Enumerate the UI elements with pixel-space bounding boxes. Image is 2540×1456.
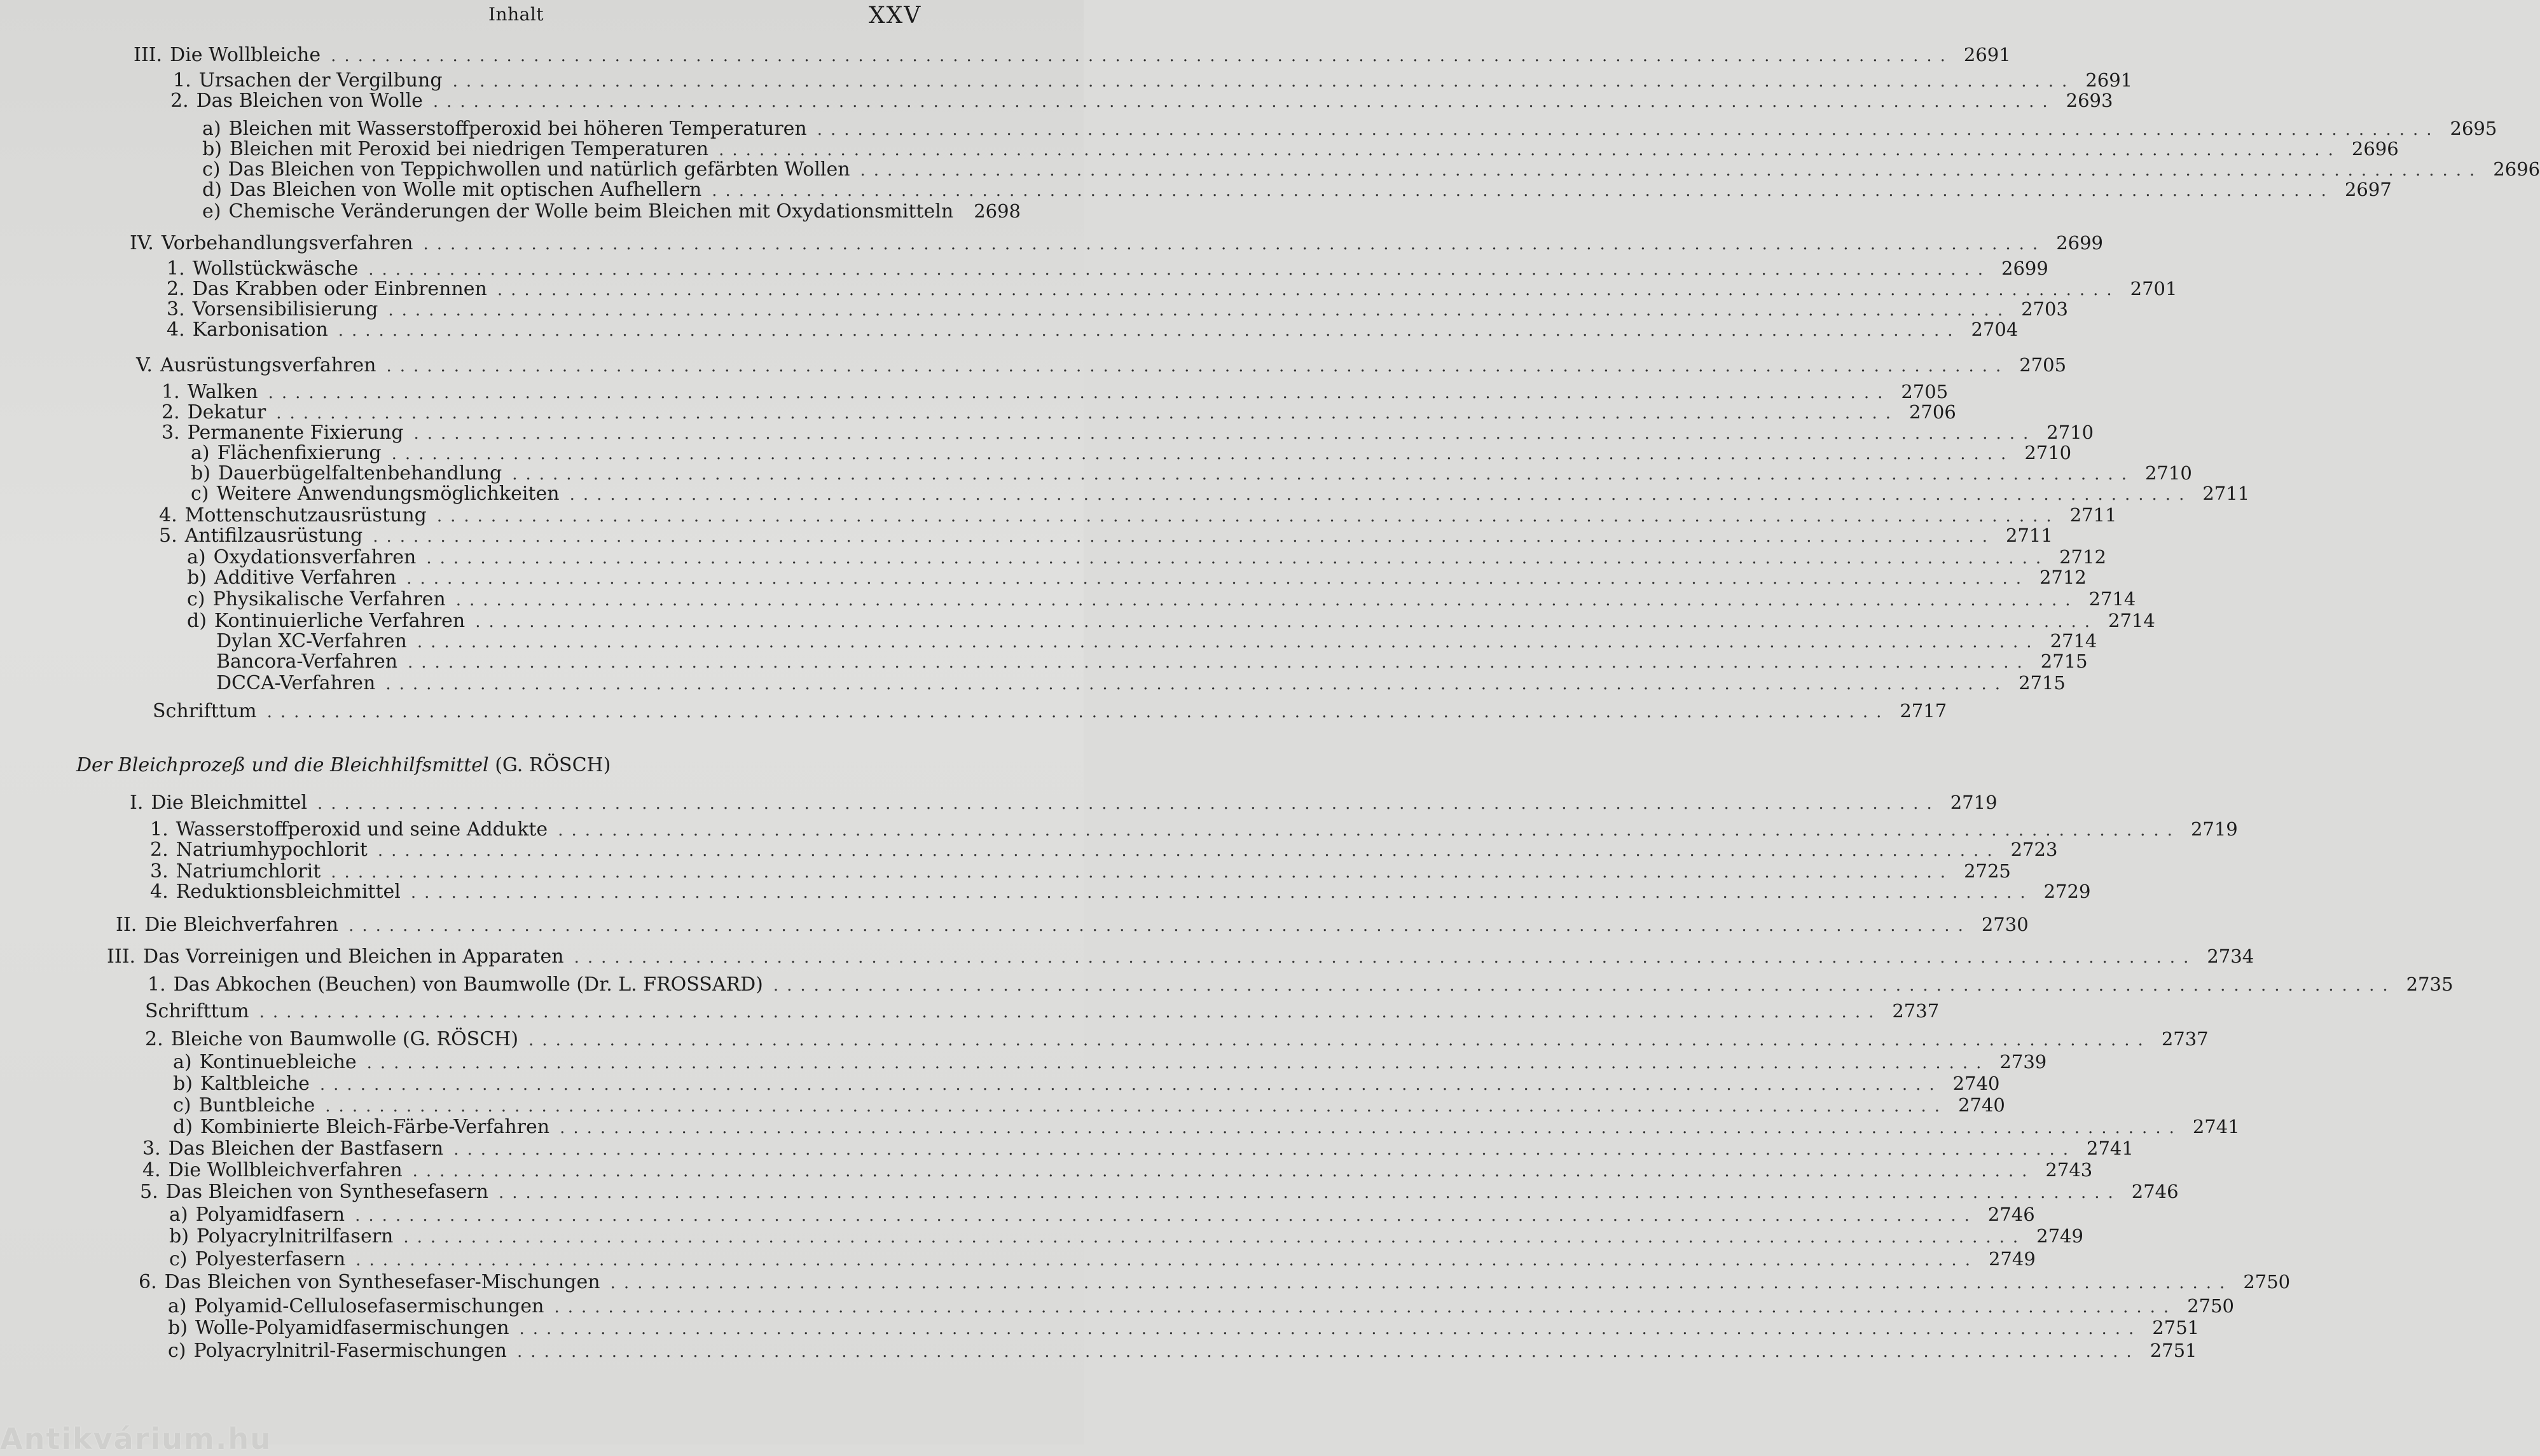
toc-entry-number: c) (191, 483, 209, 505)
toc-entry-title: Schrifttum (145, 1000, 249, 1022)
toc-entry-number: e) (202, 200, 221, 223)
toc-entry-title: Kontinuebleiche (199, 1051, 357, 1073)
toc-entry-number: 3. (150, 860, 169, 883)
dot-leader: ........................................................................................................................ (388, 301, 2012, 320)
toc-entry-title: Mottenschutzausrüstung (184, 504, 427, 526)
dot-leader: ........................................................................................................................ (519, 1319, 2143, 1338)
dot-leader: ........................................................................................................................ (499, 1183, 2122, 1202)
toc-entry (0, 318, 2019, 342)
dot-leader: ........................................................................................................................ (426, 549, 2050, 568)
toc-entry-title: Walken (187, 381, 258, 403)
toc-entry (0, 1339, 2197, 1363)
dot-leader: ........................................................................................................................ (413, 424, 2037, 443)
toc-entry-page: 2710 (2144, 462, 2192, 484)
toc-entry-number: 1. (173, 69, 191, 92)
toc-entry-title: Flächenfixierung (217, 442, 382, 464)
toc-entry-page: 2710 (2024, 442, 2072, 464)
dot-leader: ........................................................................................................................ (436, 507, 2060, 526)
dot-leader: ........................................................................................................................ (719, 141, 2342, 160)
toc-entry-page: 2699 (2056, 232, 2104, 254)
dot-leader: ........................................................................................................................ (338, 321, 1961, 340)
chapter-title: Der Bleichprozeß und die Bleichhilfsmittel (76, 754, 489, 776)
dot-leader: ........................................................................................................................ (368, 260, 1992, 279)
dot-leader: ........................................................................................................................ (432, 92, 2056, 111)
toc-entry (0, 1270, 2291, 1295)
toc-entry-number: 2. (145, 1028, 163, 1050)
toc-entry (0, 1180, 2179, 1204)
toc-entry-title: Polyacrylnitrilfasern (196, 1225, 394, 1247)
toc-entry-number: a) (173, 1051, 192, 1073)
dot-leader: ........................................................................................................................ (268, 383, 1891, 402)
toc-entry-number: c) (187, 588, 205, 610)
toc-entry-number: c) (173, 1094, 191, 1116)
toc-entry-title: Bleichen mit Wasserstoffperoxid bei höheren Temperaturen (228, 118, 807, 140)
dot-leader: ........................................................................................................................ (560, 1118, 2183, 1137)
toc-entry-title: Die Bleichmittel (151, 792, 307, 814)
toc-entry-title: Die Bleichverfahren (144, 914, 339, 936)
dot-leader: ........................................................................................................................ (773, 976, 2396, 995)
dot-leader: ........................................................................................................................ (569, 485, 2193, 504)
toc-entry-number: 2. (167, 278, 185, 300)
toc-entry-page: 2751 (2152, 1317, 2200, 1338)
toc-entry-title: Physikalische Verfahren (212, 588, 446, 610)
toc-entry-page: 2719 (2190, 818, 2238, 840)
toc-entry-page: 2699 (2001, 258, 2048, 279)
toc-entry-title: Vorbehandlungsverfahren (161, 232, 413, 254)
toc-entry-page: 2714 (2108, 610, 2155, 631)
toc-entry (0, 43, 2011, 67)
toc-entry-title: Polyamidfasern (195, 1204, 345, 1226)
toc-entry-number: a) (191, 442, 210, 464)
toc-entry-page: 2740 (1952, 1073, 2000, 1094)
toc-entry-number: 5. (159, 525, 177, 547)
toc-entry-page: 2703 (2021, 298, 2068, 320)
toc-entry-number: b) (202, 138, 222, 160)
toc-entry-number: 2. (162, 401, 180, 423)
dot-leader: ........................................................................................................................ (817, 120, 2440, 139)
chapter-heading (76, 754, 611, 777)
toc-entry-title: Bleiche von Baumwolle (G. RÖSCH) (170, 1028, 519, 1050)
dot-leader: ........................................................................................................................ (712, 181, 2335, 200)
dot-leader: ........................................................................................................................ (331, 863, 1954, 882)
toc-entry-title: Polyacrylnitril-Fasermischungen (193, 1340, 507, 1362)
toc-entry-page: 2750 (2243, 1271, 2291, 1293)
toc-entry-title: Polyamid-Cellulosefasermischungen (194, 1295, 544, 1317)
watermark-logo: Antikvárium.hu (0, 1422, 272, 1456)
dot-leader: ........................................................................................................................ (373, 527, 1996, 546)
toc-entry-page: 2749 (2036, 1225, 2083, 1247)
toc-entry-title: Die Wollbleiche (170, 44, 321, 66)
toc-entry-page: 2746 (1987, 1204, 2035, 1225)
running-head: Inhalt (488, 4, 544, 25)
dot-leader: ........................................................................................................................ (558, 821, 2181, 840)
dot-leader: ........................................................................................................................ (325, 1097, 1949, 1116)
toc-entry-number: a) (187, 546, 206, 568)
dot-leader: ........................................................................................................................ (554, 1298, 2178, 1317)
dot-leader: ........................................................................................................................ (860, 161, 2483, 180)
dot-leader: ........................................................................................................................ (355, 1206, 1978, 1225)
toc-entry-page: 2712 (2059, 546, 2106, 568)
toc-entry-number: b) (169, 1225, 189, 1247)
toc-entry-page: 2741 (2192, 1116, 2240, 1137)
toc-entry-page: 2741 (2087, 1137, 2134, 1159)
toc-entry-page: 2695 (2450, 118, 2497, 139)
dot-leader: ........................................................................................................................ (377, 841, 2001, 860)
dot-leader: ........................................................................................................................ (355, 1251, 1978, 1270)
dot-leader: ........................................................................................................................ (610, 1274, 2233, 1293)
toc-entry (0, 1072, 2000, 1096)
toc-entry-title: Bancora-Verfahren (216, 650, 398, 673)
toc-entry-number: a) (168, 1295, 187, 1317)
toc-entry (0, 587, 2136, 612)
toc-entry (0, 1050, 2047, 1075)
dot-leader: ........................................................................................................................ (317, 794, 1940, 813)
toc-entry-number: d) (187, 610, 207, 632)
toc-entry-title: DCCA-Verfahren (216, 672, 376, 694)
toc-entry (0, 1027, 2209, 1052)
toc-entry-page: 2751 (2150, 1340, 2197, 1361)
toc-entry-page: 2715 (2040, 650, 2088, 672)
toc-entry-number: IV. (130, 232, 154, 254)
toc-entry-number: 1. (162, 381, 180, 403)
toc-entry (0, 699, 1947, 724)
toc-entry-title: Natriumhypochlorit (176, 839, 368, 861)
toc-entry-title: Das Bleichen von Synthesefaser-Mischungen (164, 1271, 600, 1293)
toc-entry-page: 2691 (1963, 44, 2011, 65)
toc-entry-title: Kontinuierliche Verfahren (214, 610, 466, 632)
dot-leader: ........................................................................................................................ (349, 916, 1971, 935)
toc-entry-title: Reduktionsbleichmittel (176, 881, 401, 903)
toc-entry-title: Schrifttum (153, 700, 257, 722)
toc-entry-number: 1. (148, 973, 166, 996)
toc-entry-number: a) (169, 1204, 188, 1226)
toc-entry-number: II. (116, 914, 137, 936)
toc-entry-title: Bleichen mit Peroxid bei niedrigen Temperaturen (229, 138, 709, 160)
toc-entry (0, 671, 2066, 696)
toc-entry-number: V. (136, 354, 153, 376)
toc-entry-number: 5. (140, 1181, 158, 1203)
toc-entry-title: Permanente Fixierung (187, 422, 404, 444)
toc-entry-page: 2749 (1988, 1248, 2036, 1270)
dot-leader: ........................................................................................................................ (410, 883, 2034, 902)
dot-leader: ........................................................................................................................ (385, 675, 2009, 694)
toc-entry-number: b) (187, 567, 207, 589)
dot-leader: ........................................................................................................................ (423, 235, 2046, 254)
toc-entry-number: d) (202, 179, 222, 201)
toc-entry-number: I. (130, 792, 144, 814)
toc-entry-page: 2704 (1971, 319, 2019, 340)
toc-entry-page: 2730 (1981, 914, 2029, 935)
toc-entry-title: Das Vorreinigen und Bleichen in Apparaten (143, 945, 564, 968)
toc-entry-page: 2698 (974, 200, 1021, 222)
toc-entry-title: Kombinierte Bleich-Färbe-Verfahren (200, 1116, 550, 1138)
toc-entry-title: Chemische Veränderungen der Wolle beim Bleichen mit Oxydationsmitteln (228, 200, 954, 223)
toc-entry-number: b) (168, 1317, 188, 1339)
toc-entry-number: 2. (150, 839, 169, 861)
toc-entry (0, 1295, 2235, 1319)
toc-entry-number: 4. (150, 881, 169, 903)
toc-entry-title: Karbonisation (192, 319, 328, 341)
toc-entry-page: 2714 (2088, 588, 2136, 610)
dot-leader: ........................................................................................................................ (276, 404, 1899, 423)
toc-entry-page: 2729 (2043, 881, 2091, 902)
toc-entry-page: 2696 (2493, 158, 2540, 180)
dot-leader: ........................................................................................................................ (497, 280, 2120, 299)
toc-entry-page: 2735 (2406, 973, 2454, 995)
toc-entry (0, 791, 1998, 815)
toc-entry-page: 2750 (2187, 1295, 2235, 1317)
toc-entry-number: b) (191, 462, 211, 484)
toc-entry-title: Dylan XC-Verfahren (216, 630, 407, 652)
dot-leader: ........................................................................................................................ (417, 633, 2040, 652)
toc-entry-number: d) (173, 1116, 193, 1138)
toc-entry-title: Das Bleichen der Bastfasern (168, 1137, 444, 1160)
dot-leader: ........................................................................................................................ (455, 591, 2079, 610)
toc-entry (0, 1158, 2093, 1183)
toc-entry-title: Antifilzausrüstung (184, 525, 363, 547)
toc-entry-title: Das Bleichen von Wolle mit optischen Aufhellern (229, 179, 702, 201)
toc-entry-number: 1. (167, 258, 185, 280)
toc-entry-title: Polyesterfasern (195, 1248, 346, 1270)
toc-entry (0, 178, 2392, 202)
toc-entry-number: 4. (159, 504, 177, 526)
toc-entry (0, 1115, 2240, 1139)
toc-entry-page: 2723 (2010, 839, 2058, 860)
toc-entry-number: a) (202, 118, 221, 140)
toc-entry (0, 973, 2454, 997)
toc-entry-number: 1. (150, 818, 169, 841)
toc-entry-number: 4. (142, 1159, 161, 1181)
toc-entry-page: 2710 (2046, 422, 2094, 443)
toc-entry-page: 2737 (1892, 1000, 1940, 1022)
toc-entry-page: 2696 (2351, 138, 2399, 160)
toc-entry-number: III. (107, 945, 136, 968)
toc-entry-page: 2746 (2131, 1181, 2179, 1202)
toc-entry-title: Das Abkochen (Beuchen) von Baumwolle (Dr. L. FROSSARD) (173, 973, 763, 996)
chapter-author: (G. RÖSCH) (495, 754, 611, 776)
toc-entry (0, 482, 2250, 506)
toc-entry-title: Wasserstoffperoxid und seine Addukte (176, 818, 548, 841)
toc-entry-page: 2705 (1901, 381, 1949, 402)
toc-entry-page: 2705 (2019, 354, 2067, 376)
toc-entry (0, 200, 1021, 224)
toc-entry (0, 945, 2254, 969)
dot-leader: ........................................................................................................................ (453, 1140, 2077, 1159)
toc-entry-page: 2697 (2344, 179, 2392, 200)
toc-entry-title: Weitere Anwendungsmöglichkeiten (216, 483, 560, 505)
dot-leader: ........................................................................................................................ (391, 444, 2015, 464)
toc-entry-page: 2737 (2161, 1028, 2209, 1050)
toc-entry (0, 89, 2113, 113)
toc-entry-title: Vorsensibilisierung (192, 298, 378, 320)
toc-entry-title: Ursachen der Vergilbung (198, 69, 443, 92)
toc-entry-title: Das Krabben oder Einbrennen (192, 278, 487, 300)
toc-entry (0, 1137, 2134, 1161)
toc-entry-page: 2725 (1964, 860, 2011, 882)
toc-entry-number: 6. (139, 1271, 157, 1293)
toc-entry-page: 2691 (2085, 69, 2133, 91)
toc-entry-number: c) (202, 158, 221, 181)
toc-entry-title: Additive Verfahren (214, 567, 397, 589)
toc-entry-page: 2711 (2069, 504, 2117, 526)
toc-entry-title: Buntbleiche (198, 1094, 315, 1116)
toc-entry-page: 2701 (2130, 278, 2178, 299)
toc-entry (0, 838, 2058, 862)
toc-entry-number: 2. (170, 90, 189, 112)
toc-entry (0, 1316, 2200, 1340)
toc-entry (0, 231, 2104, 256)
dot-leader: ........................................................................................................................ (412, 1162, 2036, 1181)
dot-leader: ........................................................................................................................ (406, 569, 2029, 588)
toc-entry-title: Wollstückwäsche (192, 258, 359, 280)
dot-leader: ........................................................................................................................ (319, 1075, 1943, 1094)
toc-entry (0, 354, 2067, 378)
toc-entry-title: Dauerbügelfaltenbehandlung (217, 462, 502, 484)
dot-leader: ........................................................................................................................ (574, 948, 2197, 967)
toc-entry-number: III. (134, 44, 163, 66)
toc-entry-title: Natriumchlorit (176, 860, 321, 883)
toc-entry-page: 2717 (1900, 700, 1947, 722)
toc-entry-page: 2714 (2050, 630, 2097, 652)
toc-entry-page: 2693 (2066, 90, 2113, 111)
toc-entry (0, 1094, 2005, 1118)
toc-entry-number: 3. (142, 1137, 161, 1160)
dot-leader: ........................................................................................................................ (331, 46, 1954, 65)
toc-entry-title: Wolle-Polyamidfasermischungen (195, 1317, 509, 1339)
toc-entry-number: c) (168, 1340, 186, 1362)
toc-entry-title: Das Bleichen von Teppichwollen und natürlich gefärbten Wollen (228, 158, 850, 181)
dot-leader: ........................................................................................................................ (475, 612, 2098, 631)
toc-entry-title: Die Wollbleichverfahren (168, 1159, 403, 1181)
dot-leader: ........................................................................................................................ (366, 1054, 1990, 1073)
dot-leader: ........................................................................................................................ (512, 465, 2135, 484)
dot-leader: ........................................................................................................................ (386, 357, 2010, 376)
toc-entry-page: 2743 (2045, 1159, 2093, 1181)
toc-entry-title: Ausrüstungsverfahren (160, 354, 376, 376)
dot-leader: ........................................................................................................................ (452, 72, 2076, 91)
toc-entry-number: b) (173, 1073, 193, 1095)
toc-entry-page: 2734 (2207, 945, 2254, 967)
dot-leader: ........................................................................................................................ (266, 703, 1890, 722)
toc-entry-number: c) (169, 1248, 188, 1270)
toc-entry-page: 2739 (1999, 1051, 2047, 1073)
toc-entry-page: 2711 (2006, 525, 2053, 546)
toc-entry (0, 1225, 2083, 1249)
toc-entry-title: Das Bleichen von Wolle (196, 90, 423, 112)
toc-entry (0, 650, 2088, 674)
dot-leader: ........................................................................................................................ (259, 1003, 1882, 1022)
dot-leader: ........................................................................................................................ (403, 1228, 2027, 1247)
toc-entry-title: Kaltbleiche (200, 1073, 310, 1095)
toc-entry-title: Dekatur (187, 401, 266, 423)
toc-entry-page: 2711 (2202, 483, 2250, 504)
toc-entry-number: 4. (167, 319, 185, 341)
dot-leader: ........................................................................................................................ (528, 1031, 2151, 1050)
toc-entry-page: 2712 (2039, 567, 2087, 588)
toc-entry (0, 566, 2087, 590)
dot-leader: ........................................................................................................................ (408, 653, 2031, 672)
toc-entry (0, 524, 2053, 548)
toc-entry-page: 2719 (1950, 792, 1998, 813)
toc-entry-title: Oxydationsverfahren (213, 546, 417, 568)
toc-entry-number: 3. (167, 298, 185, 320)
toc-entry (0, 880, 2091, 904)
toc-entry-page: 2706 (1908, 401, 1956, 423)
toc-entry (0, 999, 1940, 1024)
toc-entry-number: 3. (162, 422, 180, 444)
toc-entry (0, 1247, 2036, 1272)
toc-entry (0, 1203, 2035, 1227)
toc-entry-page: 2715 (2019, 672, 2066, 694)
toc-entry-page: 2740 (1958, 1094, 2005, 1116)
dot-leader: ........................................................................................................................ (516, 1342, 2140, 1361)
toc-entry-title: Das Bleichen von Synthesefasern (165, 1181, 488, 1203)
toc-entry (0, 913, 2029, 937)
page-folio: XXV (869, 3, 922, 29)
